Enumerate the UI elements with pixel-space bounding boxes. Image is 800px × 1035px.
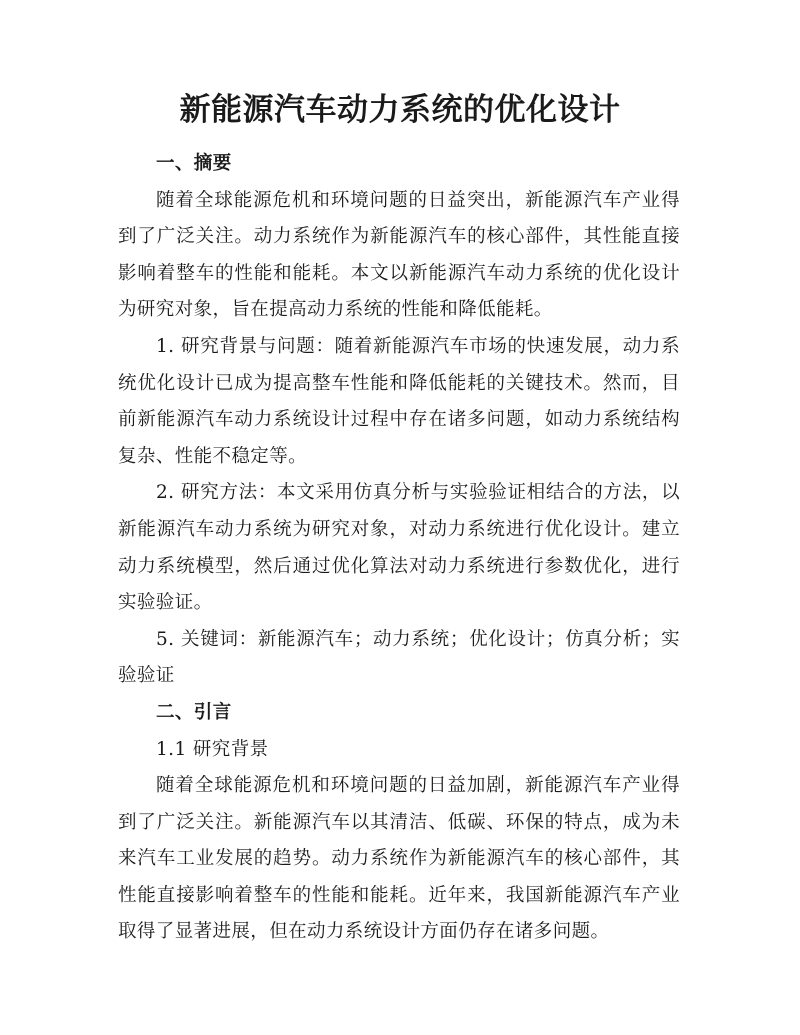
document-body [118, 146, 680, 951]
abstract-item-2: 2. 研究方法：本文采用仿真分析与实验验证相结合的方法，以新能源汽车动力系统为研究对象，对动力系统进行优化设计。建立动力系统模型，然后通过优化算法对动力系统进行参数优化，进行实验验证。 [118, 482, 680, 614]
keywords-item: 5. 关键词：新能源汽车；动力系统；优化设计；仿真分析；实验验证 [118, 628, 680, 687]
subsection-heading-background: 1.1 研究背景 [156, 738, 269, 760]
abstract-item-1: 1. 研究背景与问题：随着新能源汽车市场的快速发展，动力系统优化设计已成为提高整车性能和降低能耗的关键技术。然而，目前新能源汽车动力系统设计过程中存在诸多问题，如动力系统结构复杂、性能不稳定等。 [118, 335, 680, 467]
introduction-paragraph: 随着全球能源危机和环境问题的日益加剧，新能源汽车产业得到了广泛关注。新能源汽车以其清洁、低碳、环保的特点，成为未来汽车工业发展的趋势。动力系统作为新能源汽车的核心部件，其性能直接影响着整车的性能和能耗。近年来，我国新能源汽车产业取得了显著进展，但在动力系统设计方面仍存在诸多问题。 [118, 775, 680, 943]
abstract-paragraph: 随着全球能源危机和环境问题的日益突出，新能源汽车产业得到了广泛关注。动力系统作为新能源汽车的核心部件，其性能直接影响着整车的性能和能耗。本文以新能源汽车动力系统的优化设计为研究对象，旨在提高动力系统的性能和降低能耗。 [118, 189, 680, 321]
section-heading-introduction: 二、引言 [156, 701, 232, 723]
section-heading-abstract: 一、摘要 [156, 153, 232, 174]
document-title: 新能源汽车动力系统的优化设计 [179, 92, 621, 128]
